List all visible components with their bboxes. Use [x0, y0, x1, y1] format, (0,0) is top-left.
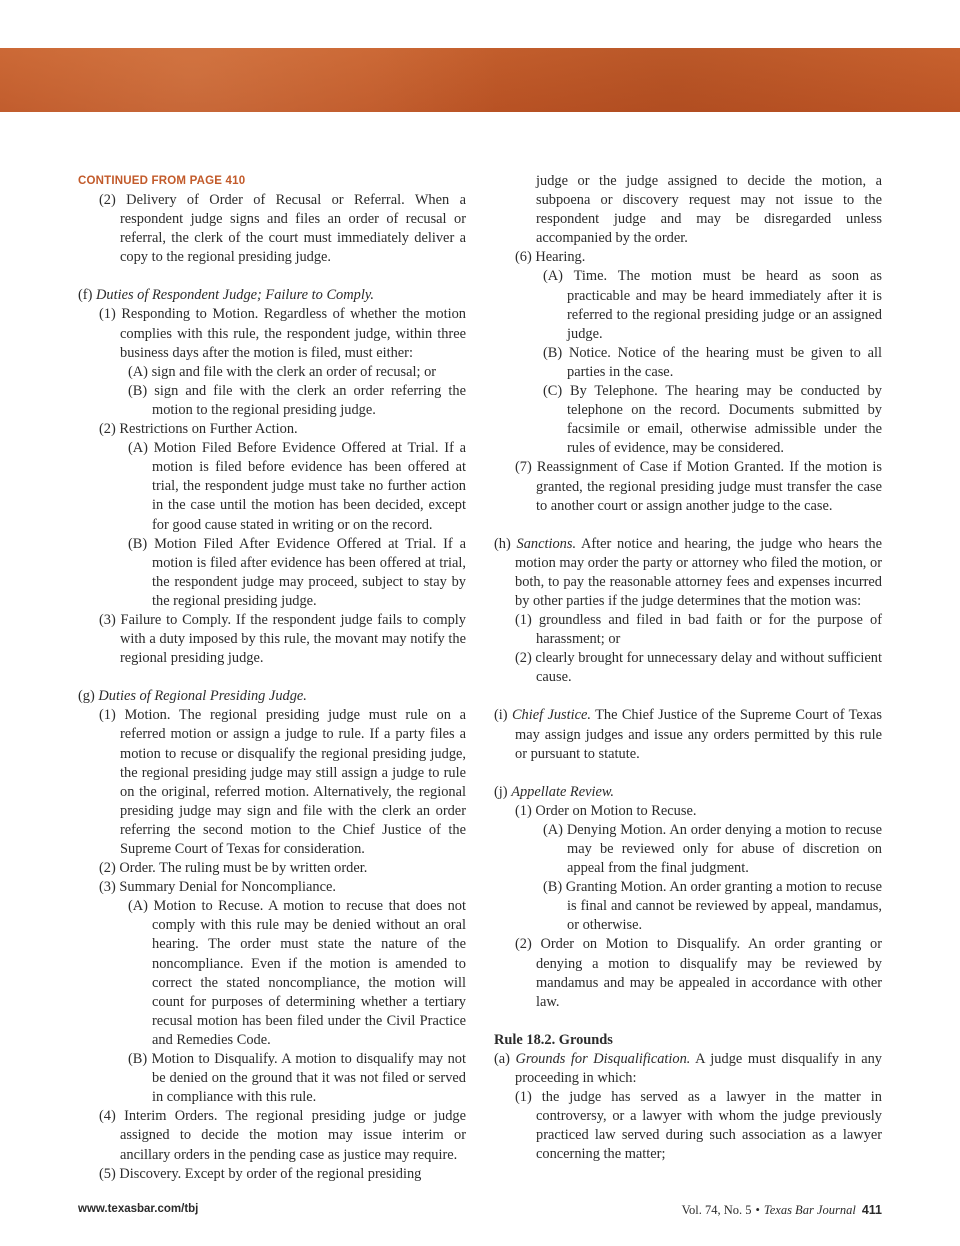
- para-g2: (2) Order. The ruling must be by written order.: [99, 860, 368, 877]
- section-h-title: Sanctions.: [516, 535, 577, 552]
- footer-bullet: •: [755, 1203, 760, 1217]
- para-g7: (7) Reassignment of Case if Motion Granted. If the motion is granted, the regional presiding judge must transfer the case to another court or assign another judge to the case.: [515, 459, 882, 514]
- section-i-letter: (i): [494, 707, 512, 724]
- section-j-title: Appellate Review.: [511, 783, 615, 800]
- para-g5-continued: judge or the judge assigned to decide the motion, a subpoena or discovery request may not issue to the respondent judge and may be disregarded unless accompanied by the order.: [536, 173, 882, 247]
- para-f1a: (A) sign and file with the clerk an order of recusal; or: [128, 363, 437, 380]
- para-g3: (3) Summary Denial for Noncompliance.: [99, 879, 336, 896]
- para-j1: (1) Order on Motion to Recuse.: [515, 802, 697, 819]
- para-f1b: (B) sign and file with the clerk an order referring the motion to the regional presiding judge.: [128, 382, 466, 418]
- rule-18-2-heading: Rule 18.2. Grounds: [494, 1031, 613, 1048]
- para-g4: (4) Interim Orders. The regional presiding judge or judge assigned to decide the motion may issue interim or ancillary orders in the pending case as justice may require.: [99, 1108, 466, 1163]
- para-j1b: (B) Granting Motion. An order granting a motion to recuse is final and cannot be reviewed by appeal, mandamus, or otherwise.: [543, 879, 882, 934]
- left-column: [78, 172, 466, 1184]
- section-i-title: Chief Justice.: [511, 707, 592, 724]
- section-g-heading: [78, 687, 466, 706]
- header-banner: [0, 48, 960, 112]
- continued-label: CONTINUED FROM PAGE 410: [78, 175, 246, 187]
- section-g-title: Duties of Regional Presiding Judge.: [98, 688, 307, 705]
- para-g5: (5) Discovery. Except by order of the regional presiding: [99, 1165, 422, 1182]
- para-f3: (3) Failure to Comply. If the respondent judge fails to comply with a duty imposed by this rule, the movant may notify the regional presiding judge.: [99, 611, 466, 667]
- para-f2b: (B) Motion Filed After Evidence Offered at Trial. If a motion is filed after evidence has been offered at trial, the respondent judge may proceed, subject to stay by the regional presiding judge.: [128, 535, 466, 609]
- footer-journal: Texas Bar Journal: [763, 1203, 856, 1217]
- para-g6: (6) Hearing.: [515, 249, 586, 266]
- section-a-title: Grounds for Disqualification.: [515, 1050, 691, 1067]
- footer-volume: Vol. 74, No. 5: [681, 1203, 752, 1217]
- para-j2: (2) Order on Motion to Disqualify. An order granting or denying a motion to disqualify may be reviewed by mandamus and may be appealed in accordance with other law.: [515, 936, 882, 1010]
- para-a1: (1) the judge has served as a lawyer in the matter in controversy, or a lawyer with whom the judge previously practiced law served during such association as a lawyer concerning the matter;: [515, 1089, 882, 1163]
- section-i: [494, 706, 882, 763]
- section-f-heading: [78, 286, 466, 305]
- section-a-text: A judge must disqualify in any proceeding in which:: [515, 1050, 882, 1087]
- page-footer: [78, 1203, 882, 1219]
- para-h2: (2) clearly brought for unnecessary delay and without sufficient cause.: [515, 650, 882, 686]
- para-f2: (2) Restrictions on Further Action.: [99, 421, 298, 438]
- para-g6a: (A) Time. The motion must be heard as soon as practicable and may be heard immediately after it is referred to the regional presiding judge or an assigned judge.: [543, 268, 882, 342]
- section-j-heading: [494, 783, 882, 802]
- right-column: [494, 172, 882, 1165]
- para-f2a: (A) Motion Filed Before Evidence Offered at Trial. If a motion is filed before evidence has been offered at trial, the respondent judge must take no further action in the case until the motion has been decided, except for good cause stated in writing or on the record.: [128, 440, 466, 533]
- section-j-letter: (j): [494, 783, 512, 800]
- para-f1: (1) Responding to Motion. Regardless of whether the motion complies with this rule, the respondent judge, within three business days after the motion is filed, must either:: [99, 306, 466, 361]
- section-i-text: The Chief Justice of the Supreme Court of Texas may assign judges and issue any orders permitted by this rule or pursuant to statute.: [515, 707, 882, 762]
- para-g3a: (A) Motion to Recuse. A motion to recuse that does not comply with this rule may be denied without an oral hearing. The order must state the nature of the noncompliance. Even if the motion is amended to correct the stated noncompliance, the motion will count for purposes of determining whether a tertiary recusal motion has been filed under the Civil Practice and Remedies Code.: [128, 898, 466, 1048]
- para-g6b: (B) Notice. Notice of the hearing must be given to all parties in the case.: [543, 344, 882, 380]
- para-e2: (2) Delivery of Order of Recusal or Referral. When a respondent judge signs and files an order of recusal or referral, the clerk of the court must immediately deliver a copy to the regional presiding judge.: [99, 192, 466, 266]
- footer-url-link[interactable]: www.texasbar.com/tbj: [78, 1203, 199, 1215]
- section-a-letter: (a): [494, 1050, 516, 1067]
- section-g-letter: (g): [78, 688, 99, 705]
- para-g1: (1) Motion. The regional presiding judge must rule on a referred motion or assign a judge to rule. If a party files a motion to recuse or disqualify the regional presiding judge, the regional presiding judge may still assign a judge to rule on the original, referred motion. Alternatively, the regional presiding judge may sign and file with the clerk an order referring the second motion to the Chief Justice of the Supreme Court of Texas for consideration.: [99, 707, 466, 857]
- section-h: [494, 535, 882, 611]
- footer-citation: [682, 1203, 882, 1218]
- section-f-letter: (f): [78, 287, 96, 304]
- section-f-title: Duties of Respondent Judge; Failure to Comply.: [95, 287, 375, 304]
- para-j1a: (A) Denying Motion. An order denying a motion to recuse may be reviewed only for abuse of discretion on appeal from the final judgment.: [543, 821, 882, 877]
- para-h1: (1) groundless and filed in bad faith or for the purpose of harassment; or: [515, 612, 882, 648]
- page-number: 411: [861, 1203, 882, 1217]
- section-h-letter: (h): [494, 535, 517, 552]
- para-g6c: (C) By Telephone. The hearing may be conducted by telephone on the record. Documents submitted by facsimile or email, otherwise admissible under the rules of evidence, may be considered.: [543, 383, 882, 457]
- para-g3b: (B) Motion to Disqualify. A motion to disqualify may not be denied on the ground that it was not filed or served in compliance with this rule.: [128, 1051, 466, 1106]
- section-a: [494, 1050, 882, 1088]
- section-h-text: After notice and hearing, the judge who hears the motion may order the party or attorney who filed the motion, or both, to pay the reasonable attorney fees and expenses incurred by other parties if the judge determines that the motion was:: [515, 535, 882, 609]
